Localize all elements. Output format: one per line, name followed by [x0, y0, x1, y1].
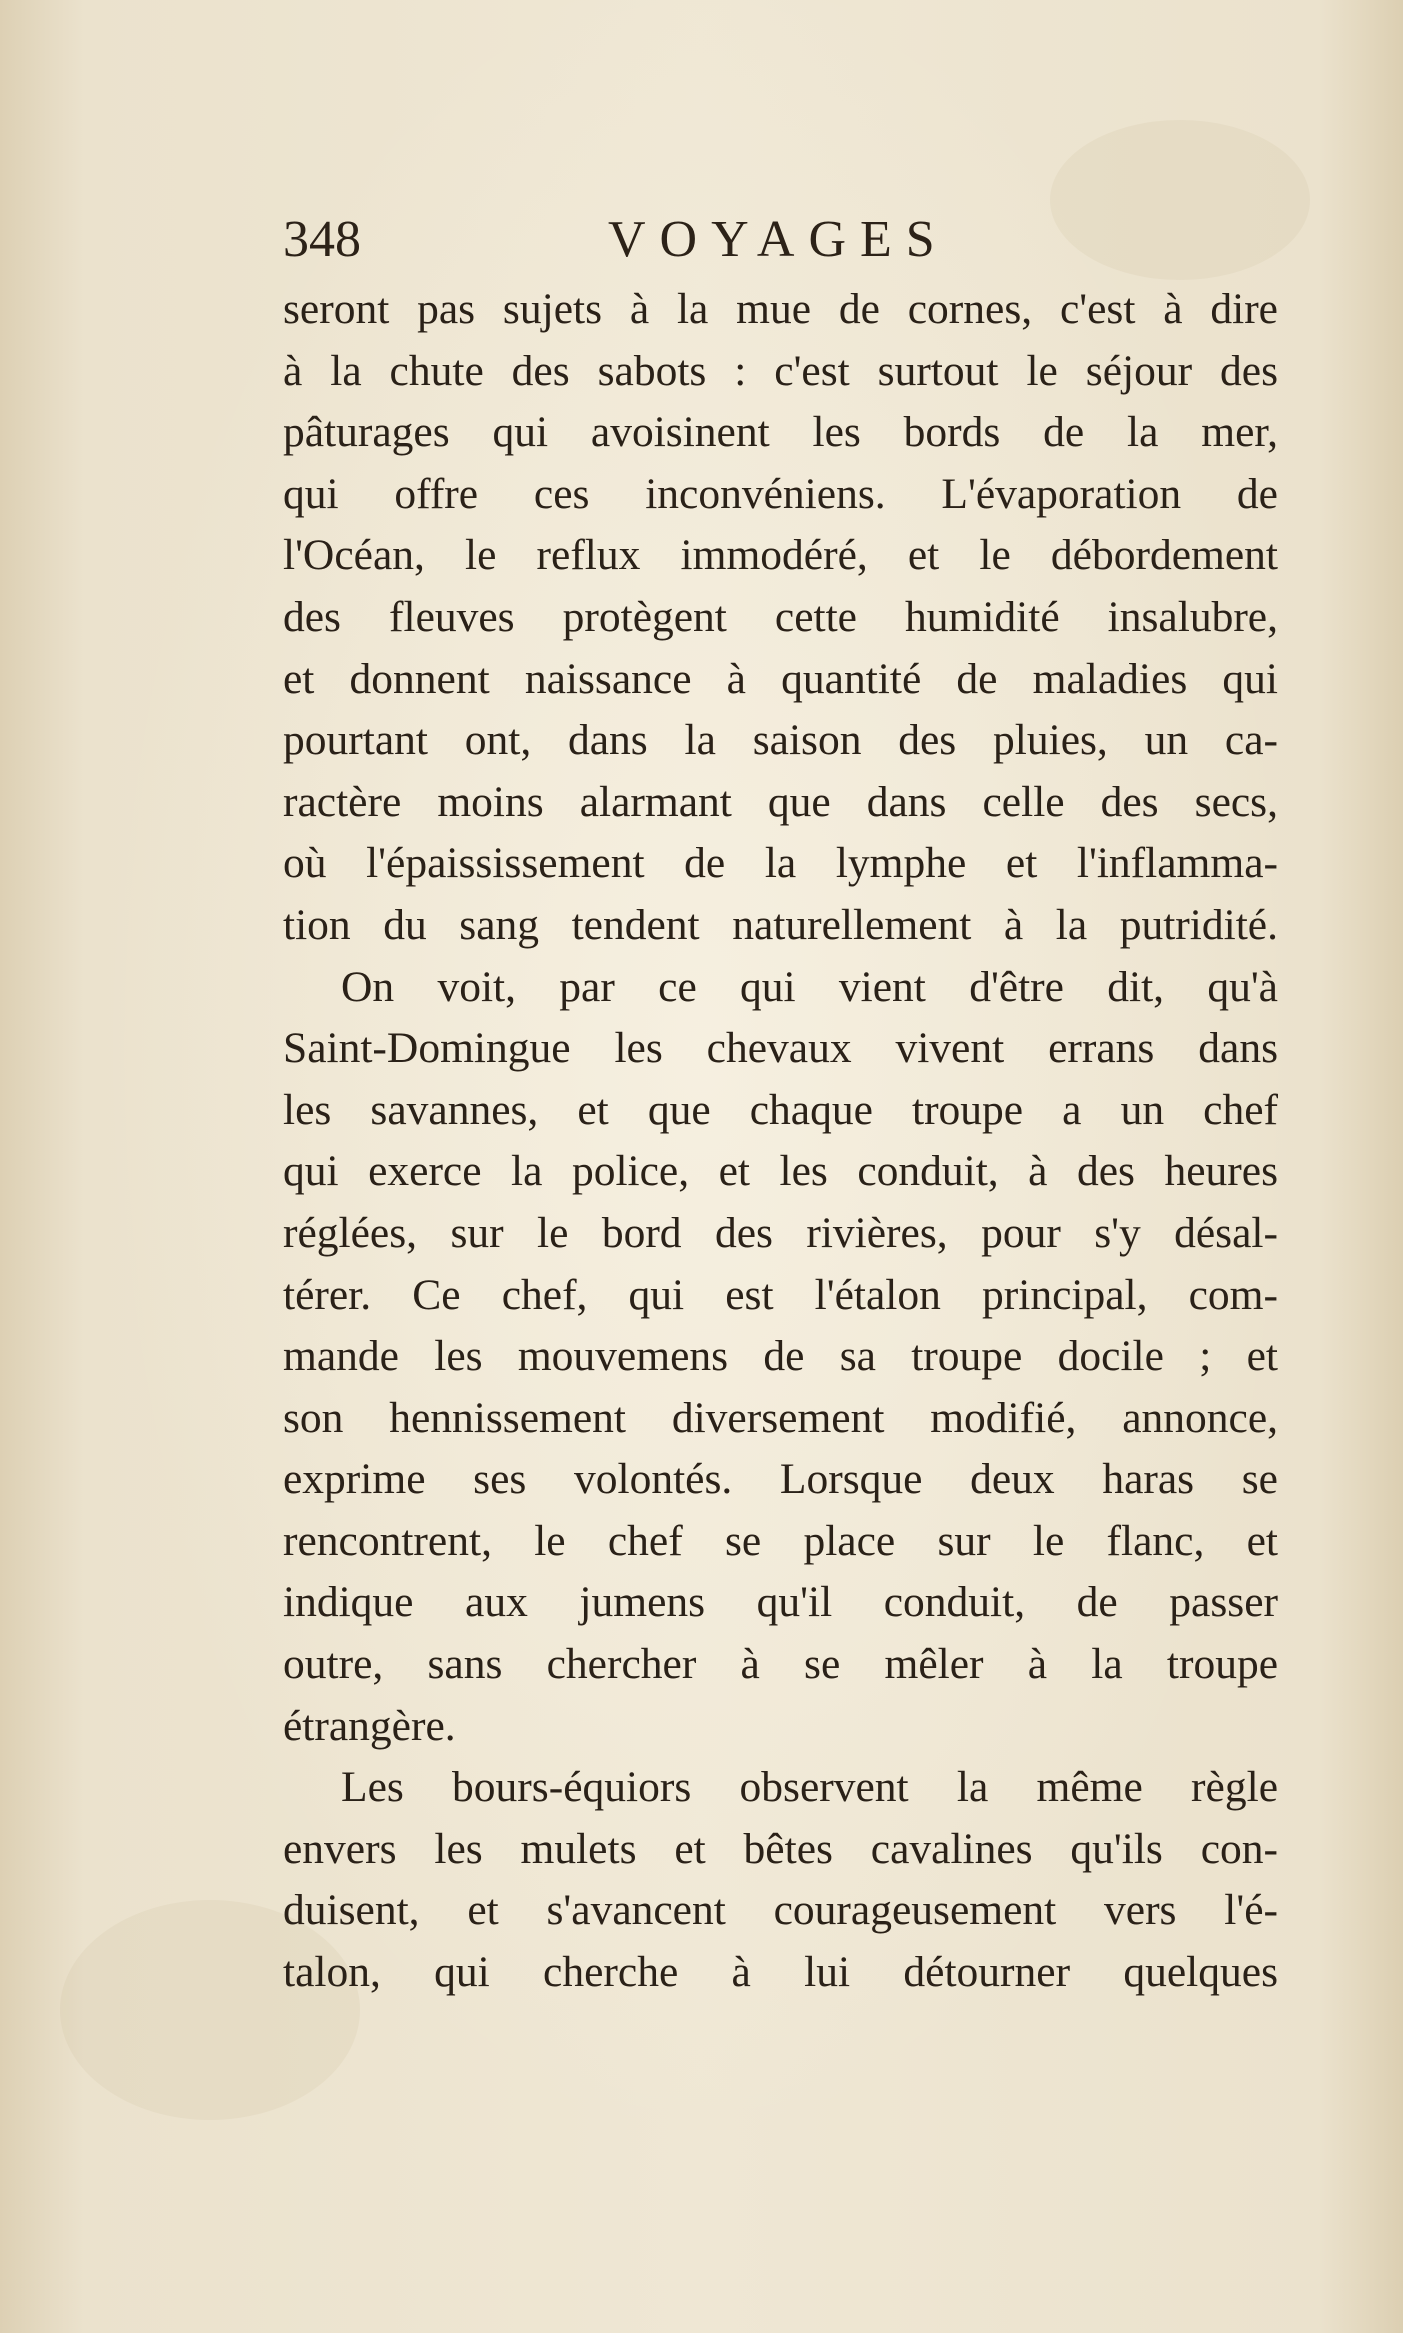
page-header [283, 205, 963, 275]
page-number: 348 [283, 211, 361, 268]
running-head: VOYAGES [608, 211, 949, 268]
text-line: les savannes, et que chaque troupe a un chef [283, 1085, 1278, 1134]
text-line: pâturages qui avoisinent les bords de la mer, [283, 408, 1278, 457]
text-line: pourtant ont, dans la saison des pluies, un ca- [283, 716, 1278, 765]
text-line: indique aux jumens qu'il conduit, de passer [283, 1578, 1278, 1627]
text-line: à la chute des sabots : c'est surtout le séjour des [283, 346, 1278, 395]
text-line: mande les mouvemens de sa troupe docile ; et [283, 1332, 1278, 1381]
text-line: des fleuves protègent cette humidité insalubre, [283, 592, 1278, 641]
text-line: qui exerce la police, et les conduit, à des heures [283, 1147, 1278, 1196]
text-line: exprime ses volontés. Lorsque deux haras se [283, 1455, 1278, 1504]
text-line: seront pas sujets à la mue de cornes, c'est à dire [283, 285, 1278, 333]
text-line: l'Océan, le reflux immodéré, et le débordement [283, 531, 1278, 580]
text-line: outre, sans chercher à se mêler à la troupe [283, 1640, 1278, 1689]
text-line: réglées, sur le bord des rivières, pour s'y désal- [283, 1208, 1278, 1257]
text-line: son hennissement diversement modifié, annonce, [283, 1393, 1278, 1442]
text-line: Les bours-équiors observent la même règle [341, 1763, 1278, 1812]
text-line: étrangère. [283, 1701, 456, 1750]
text-line: On voit, par ce qui vient d'être dit, qu'à [341, 962, 1278, 1011]
text-line: térer. Ce chef, qui est l'étalon principal, com- [283, 1270, 1278, 1319]
text-line: ractère moins alarmant que dans celle des secs, [283, 777, 1278, 826]
text-line: qui offre ces inconvéniens. L'évaporation de [283, 469, 1278, 518]
body-text [283, 279, 1278, 2004]
text-line: où l'épaississement de la lymphe et l'inflamma- [283, 839, 1278, 888]
text-line: et donnent naissance à quantité de maladies qui [283, 654, 1278, 703]
text-line: envers les mulets et bêtes cavalines qu'ils con- [283, 1824, 1278, 1873]
text-line: rencontrent, le chef se place sur le flanc, et [283, 1516, 1278, 1565]
paper-stain [1050, 120, 1310, 280]
text-line: Saint-Domingue les chevaux vivent errans dans [283, 1024, 1278, 1073]
text-line: tion du sang tendent naturellement à la putridité. [283, 900, 1278, 949]
text-line: talon, qui cherche à lui détourner quelques [283, 1948, 1278, 1997]
text-line: duisent, et s'avancent courageusement vers l'é- [283, 1886, 1278, 1935]
